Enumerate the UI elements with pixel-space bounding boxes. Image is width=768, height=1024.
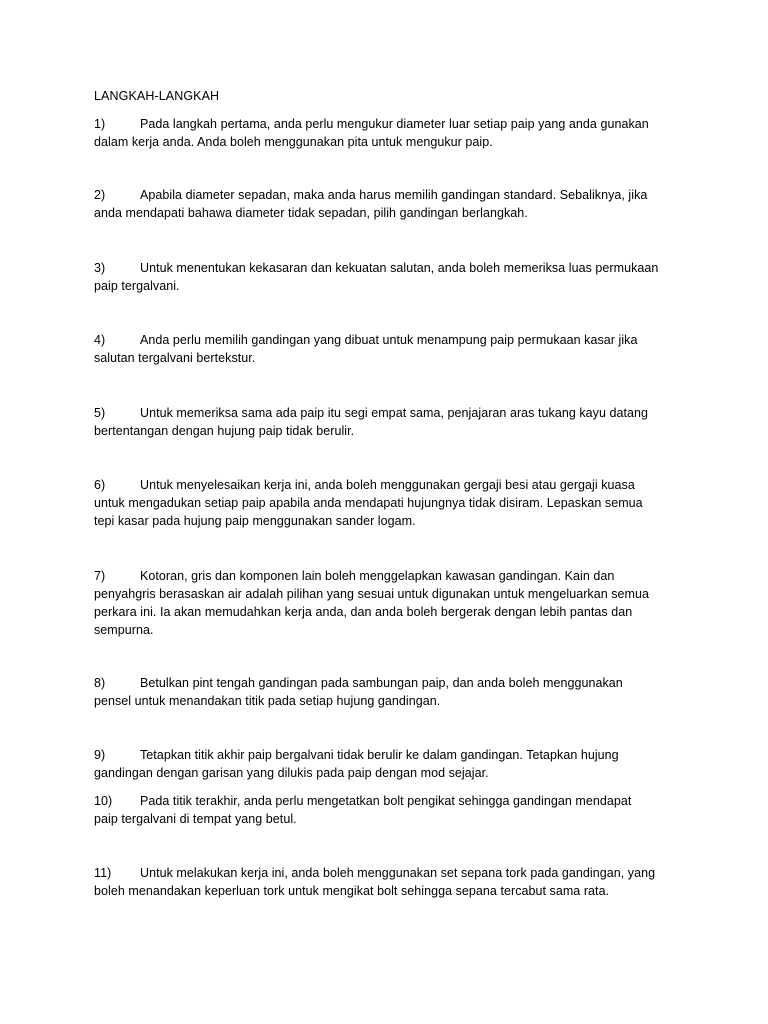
step-line: paip tergalvani di tempat yang betul. — [94, 812, 297, 826]
step-line: anda mendapati bahawa diameter tidak sepadan, pilih gandingan berlangkah. — [94, 206, 528, 220]
step-3 — [94, 259, 684, 295]
step-line — [94, 567, 684, 585]
step-line — [94, 115, 684, 133]
step-1 — [94, 115, 684, 151]
step-number: 7) — [94, 569, 106, 583]
step-line: paip tergalvani. — [94, 279, 180, 293]
step-10 — [94, 792, 684, 828]
step-line — [94, 186, 684, 204]
step-text: Anda perlu memilih gandingan yang dibuat untuk menampung paip permukaan kasar jika — [140, 333, 638, 347]
step-text: Apabila diameter sepadan, maka anda harus memilih gandingan standard. Sebaliknya, jika — [140, 188, 648, 202]
step-number: 9) — [94, 748, 106, 762]
step-number: 5) — [94, 406, 106, 420]
step-4 — [94, 331, 684, 367]
step-number: 6) — [94, 478, 106, 492]
step-number: 1) — [94, 117, 106, 131]
step-line — [94, 792, 684, 810]
step-number: 8) — [94, 676, 106, 690]
step-text: Kotoran, gris dan komponen lain boleh menggelapkan kawasan gandingan. Kain dan — [140, 569, 615, 583]
step-line: penyahgris berasaskan air adalah pilihan yang sesuai untuk digunakan untuk mengeluarkan semua — [94, 587, 650, 601]
step-number: 4) — [94, 333, 106, 347]
step-7 — [94, 567, 684, 639]
step-line: gandingan dengan garisan yang dilukis pada paip dengan mod sejajar. — [94, 766, 489, 780]
step-text: Betulkan pint tengah gandingan pada sambungan paip, dan anda boleh menggunakan — [140, 676, 623, 690]
step-line: untuk mengadukan setiap paip apabila anda mendapati hujungnya tidak disiram. Lepaskan semua — [94, 496, 643, 510]
step-text: Untuk melakukan kerja ini, anda boleh menggunakan set sepana tork pada gandingan, yang — [140, 866, 656, 880]
step-number: 2) — [94, 188, 106, 202]
step-text: Untuk memeriksa sama ada paip itu segi empat sama, penjajaran aras tukang kayu datang — [140, 406, 649, 420]
step-11 — [94, 864, 684, 900]
step-5 — [94, 404, 684, 440]
step-line: perkara ini. Ia akan memudahkan kerja anda, dan anda boleh bergerak dengan lebih pantas dan — [94, 605, 633, 619]
step-8 — [94, 674, 684, 710]
step-text: Untuk menyelesaikan kerja ini, anda boleh menggunakan gergaji besi atau gergaji kuasa — [140, 478, 635, 492]
step-9 — [94, 746, 684, 782]
step-line — [94, 331, 684, 349]
step-line — [94, 674, 684, 692]
step-2 — [94, 186, 684, 222]
step-line: sempurna. — [94, 623, 154, 637]
step-line — [94, 864, 684, 882]
step-line — [94, 476, 684, 494]
step-line — [94, 746, 684, 764]
step-text: Pada titik terakhir, anda perlu mengetatkan bolt pengikat sehingga gandingan mendapat — [140, 794, 632, 808]
step-number: 3) — [94, 261, 106, 275]
step-line: dalam kerja anda. Anda boleh menggunakan pita untuk mengukur paip. — [94, 135, 493, 149]
step-line — [94, 404, 684, 422]
step-text: Tetapkan titik akhir paip bergalvani tidak berulir ke dalam gandingan. Tetapkan hujung — [140, 748, 619, 762]
step-line: bertentangan dengan hujung paip tidak berulir. — [94, 424, 355, 438]
step-number: 11) — [94, 866, 112, 880]
step-line: pensel untuk menandakan titik pada setiap hujung gandingan. — [94, 694, 441, 708]
document-heading: LANGKAH-LANGKAH — [94, 89, 220, 103]
step-number: 10) — [94, 794, 113, 808]
step-line: salutan tergalvani bertekstur. — [94, 351, 256, 365]
step-6 — [94, 476, 684, 530]
step-line: boleh menandakan keperluan tork untuk mengikat bolt sehingga sepana tercabut sama rata. — [94, 884, 610, 898]
step-line: tepi kasar pada hujung paip menggunakan sander logam. — [94, 514, 416, 528]
step-line — [94, 259, 684, 277]
step-text: Untuk menentukan kekasaran dan kekuatan salutan, anda boleh memeriksa luas permukaan — [140, 261, 659, 275]
step-text: Pada langkah pertama, anda perlu mengukur diameter luar setiap paip yang anda gunakan — [140, 117, 649, 131]
